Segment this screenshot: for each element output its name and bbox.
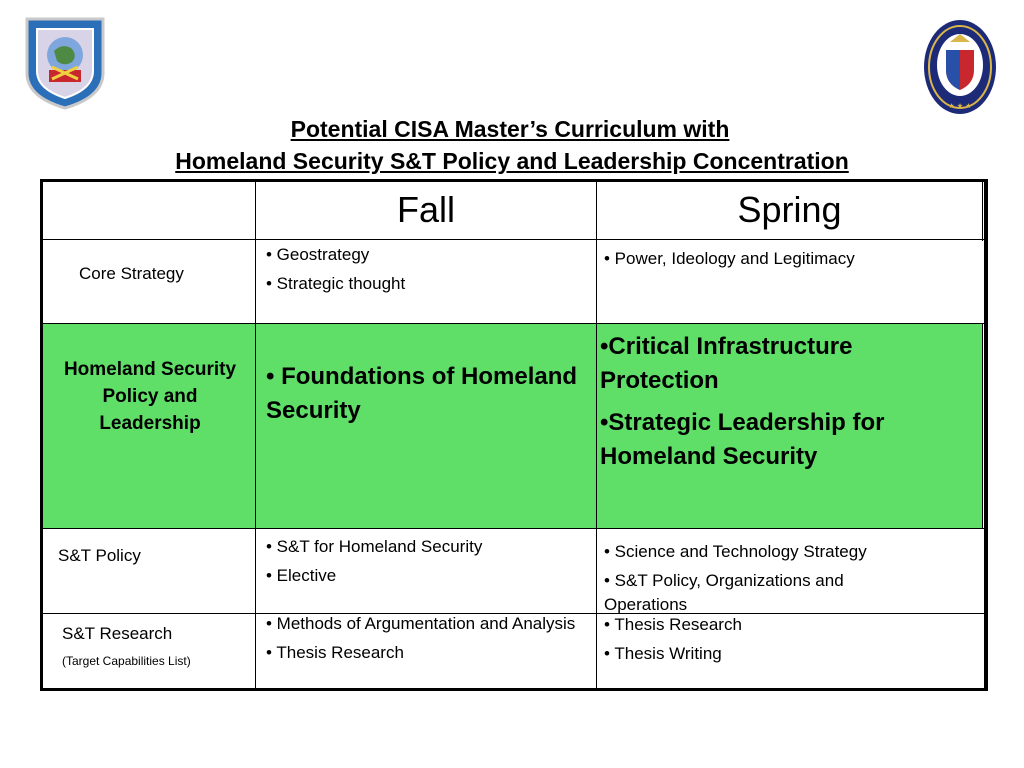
column-divider [982,179,983,241]
page-title-line2: Homeland Security S&T Policy and Leadership Concentration [175,148,849,174]
row-label-st-policy: S&T Policy [58,546,141,565]
list-item: • Geostrategy [266,245,370,264]
hs-fall-cell [266,360,586,428]
list-item: • Methods of Argumentation and Analysis [266,614,576,633]
list-item: • Power, Ideology and Legitimacy [604,249,855,268]
list-item: • Thesis Research [604,615,742,634]
core-spring-cell [604,244,855,273]
row-divider [40,323,986,324]
list-item: • S&T Policy, Organizations and Operations [604,571,844,614]
list-item: • Science and Technology Strategy [604,542,867,561]
research-spring-cell [604,610,742,668]
header-spring: Spring [737,189,842,230]
row-divider [40,239,986,240]
column-divider [255,179,256,691]
column-divider [982,323,983,529]
ndu-seal-logo [922,18,998,116]
research-fall-cell [266,612,576,667]
svg-text:★ ★ ★: ★ ★ ★ [948,102,972,110]
row-label-core-strategy: Core Strategy [79,264,184,283]
row-label-homeland-security: Homeland Security Policy and Leadership [63,359,237,434]
hs-spring-cell [600,330,970,474]
list-item: • Strategic thought [266,274,406,293]
list-item: • Foundations of Homeland Security [266,363,578,424]
page-title-line1: Potential CISA Master’s Curriculum with [290,116,730,142]
list-item: •Strategic Leadership for Homeland Security [600,409,885,470]
list-item: • S&T for Homeland Security [266,537,483,556]
list-item: • Thesis Writing [604,644,722,663]
list-item: •Critical Infrastructure Protection [600,333,853,394]
policy-fall-cell [266,532,482,590]
list-item: • Thesis Research [266,643,404,662]
row-divider [40,528,986,529]
column-divider [596,179,597,691]
row-sublabel-target-capabilities: (Target Capabilities List) [62,654,191,668]
core-fall-cell [266,240,405,298]
policy-spring-cell [604,537,904,617]
center-seal-logo [24,15,106,110]
header-fall: Fall [396,189,455,230]
row-label-st-research: S&T Research [62,624,173,643]
list-item: • Elective [266,566,337,585]
